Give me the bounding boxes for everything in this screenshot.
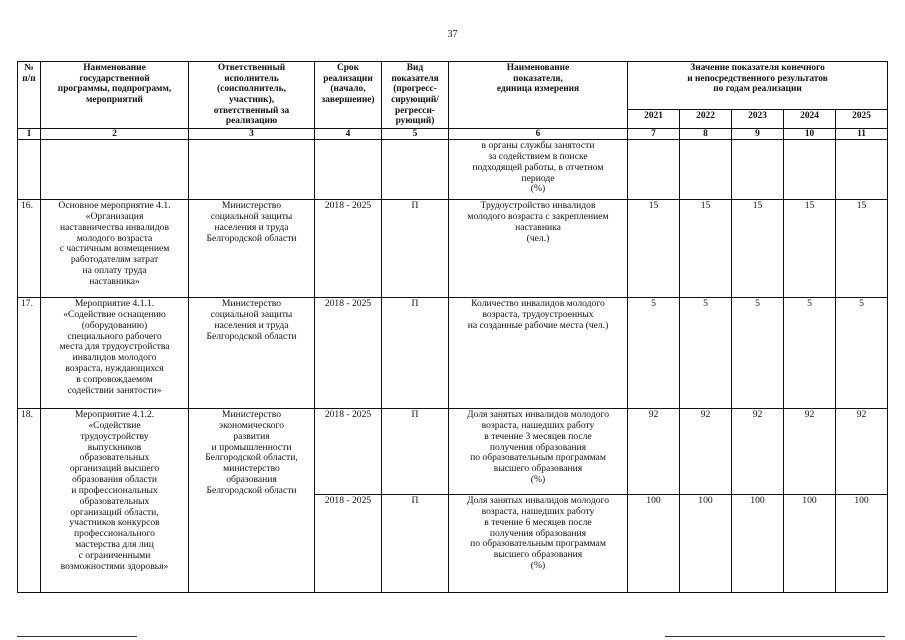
- row-term: 2018 - 2025: [315, 298, 382, 409]
- row-value: 5: [836, 298, 888, 409]
- row-kind: П: [382, 409, 449, 495]
- row-kind: П: [382, 298, 449, 409]
- row-term: 2018 - 2025: [315, 495, 382, 593]
- row-value: 100: [732, 495, 784, 593]
- scan-edge-line-right: [665, 636, 885, 637]
- row-value: 5: [680, 298, 732, 409]
- row-value: 92: [784, 409, 836, 495]
- row-num: 16.: [18, 200, 41, 298]
- row-responsible: Министерство экономического развития и промышленности Белгородской области, министерство образования Белгородской области: [189, 409, 315, 593]
- header-year: 2021: [628, 109, 680, 128]
- row-indicator: Количество инвалидов молодого возраста, трудоустроенных на созданные рабочие места (чел.): [449, 298, 628, 409]
- row-value: 15: [784, 200, 836, 298]
- column-number: 8: [680, 128, 732, 139]
- row-value: 5: [784, 298, 836, 409]
- scan-edge-line-left: [17, 636, 137, 637]
- row-indicator: в органы службы занятости за содействием в поиске подходящей работы, в отчетном периоде (%): [449, 140, 628, 200]
- column-number: 5: [382, 128, 449, 139]
- table-row: [18, 298, 888, 409]
- row-value: 15: [628, 200, 680, 298]
- row-value: 100: [680, 495, 732, 593]
- row-value: 100: [628, 495, 680, 593]
- row-value: 100: [836, 495, 888, 593]
- row-kind: [382, 140, 449, 200]
- row-value: 5: [732, 298, 784, 409]
- header-row: [18, 62, 888, 110]
- row-value: [732, 140, 784, 200]
- header-year: 2022: [680, 109, 732, 128]
- header-year: 2023: [732, 109, 784, 128]
- row-responsible: Министерство социальной защиты населения и труда Белгородской области: [189, 298, 315, 409]
- row-indicator: Доля занятых инвалидов молодого возраста, нашедших работу в течение 3 месяцев после получения образования по образовательным программам высшего образования (%): [449, 409, 628, 495]
- row-value: 5: [628, 298, 680, 409]
- row-kind: П: [382, 200, 449, 298]
- column-number: 7: [628, 128, 680, 139]
- row-name: Основное мероприятие 4.1. «Организация наставничества инвалидов молодого возраста с частичным возмещением работодателям затрат на оплату труда наставника»: [41, 200, 189, 298]
- column-number: 9: [732, 128, 784, 139]
- row-term: [315, 140, 382, 200]
- column-number: 6: [449, 128, 628, 139]
- header-num: № п/п: [18, 62, 41, 129]
- row-num: 18.: [18, 409, 41, 593]
- header-kind: Вид показателя (прогресс- сирующий/ регресси- рующий): [382, 62, 449, 129]
- column-number: 10: [784, 128, 836, 139]
- row-value: 100: [784, 495, 836, 593]
- row-num: [18, 140, 41, 200]
- indicators-table: [17, 61, 888, 593]
- row-value: [680, 140, 732, 200]
- header-term: Срок реализации (начало, завершение): [315, 62, 382, 129]
- row-value: [836, 140, 888, 200]
- row-term: 2018 - 2025: [315, 200, 382, 298]
- row-value: 92: [732, 409, 784, 495]
- page-number: 37: [447, 29, 458, 40]
- column-numbers-row: [18, 128, 888, 139]
- row-num: 17.: [18, 298, 41, 409]
- row-value: 92: [680, 409, 732, 495]
- row-value: [784, 140, 836, 200]
- row-indicator: Доля занятых инвалидов молодого возраста, нашедших работу в течение 6 месяцев после получения образования по образовательным программам высшего образования (%): [449, 495, 628, 593]
- row-value: 15: [836, 200, 888, 298]
- column-number: 11: [836, 128, 888, 139]
- table-row: [18, 409, 888, 495]
- row-name: [41, 140, 189, 200]
- row-term: 2018 - 2025: [315, 409, 382, 495]
- column-number: 3: [189, 128, 315, 139]
- column-number: 4: [315, 128, 382, 139]
- row-value: 15: [732, 200, 784, 298]
- header-year: 2024: [784, 109, 836, 128]
- table-row: [18, 140, 888, 200]
- row-value: 92: [628, 409, 680, 495]
- row-kind: П: [382, 495, 449, 593]
- row-value: 92: [836, 409, 888, 495]
- row-value: [628, 140, 680, 200]
- header-year: 2025: [836, 109, 888, 128]
- row-responsible: Министерство социальной защиты населения и труда Белгородской области: [189, 200, 315, 298]
- column-number: 2: [41, 128, 189, 139]
- header-responsible: Ответственный исполнитель (соисполнитель, участник), ответственный за реализацию: [189, 62, 315, 129]
- row-responsible: [189, 140, 315, 200]
- header-indicator: Наименование показателя, единица измерения: [449, 62, 628, 129]
- row-name: Мероприятие 4.1.1. «Содействие оснащению (оборудованию) специального рабочего места для трудоустройства инвалидов молодого возраста, нуждающихся в сопровождаемом содействии занятости»: [41, 298, 189, 409]
- row-value: 15: [680, 200, 732, 298]
- header-name: Наименование государственной программы, подпрограмм, мероприятий: [41, 62, 189, 129]
- row-indicator: Трудоустройство инвалидов молодого возраста с закреплением наставника (чел.): [449, 200, 628, 298]
- row-name: Мероприятие 4.1.2. «Содействие трудоустройству выпускников образовательных организаций высшего образования области и профессиональных образовательных организаций области, участников конкурсов профессионального мастерства для лиц с ограниченными возможностями здоровья»: [41, 409, 189, 593]
- table-row: [18, 200, 888, 298]
- header-values-group: Значение показателя конечного и непосредственного результатов по годам реализации: [628, 62, 888, 110]
- column-number: 1: [18, 128, 41, 139]
